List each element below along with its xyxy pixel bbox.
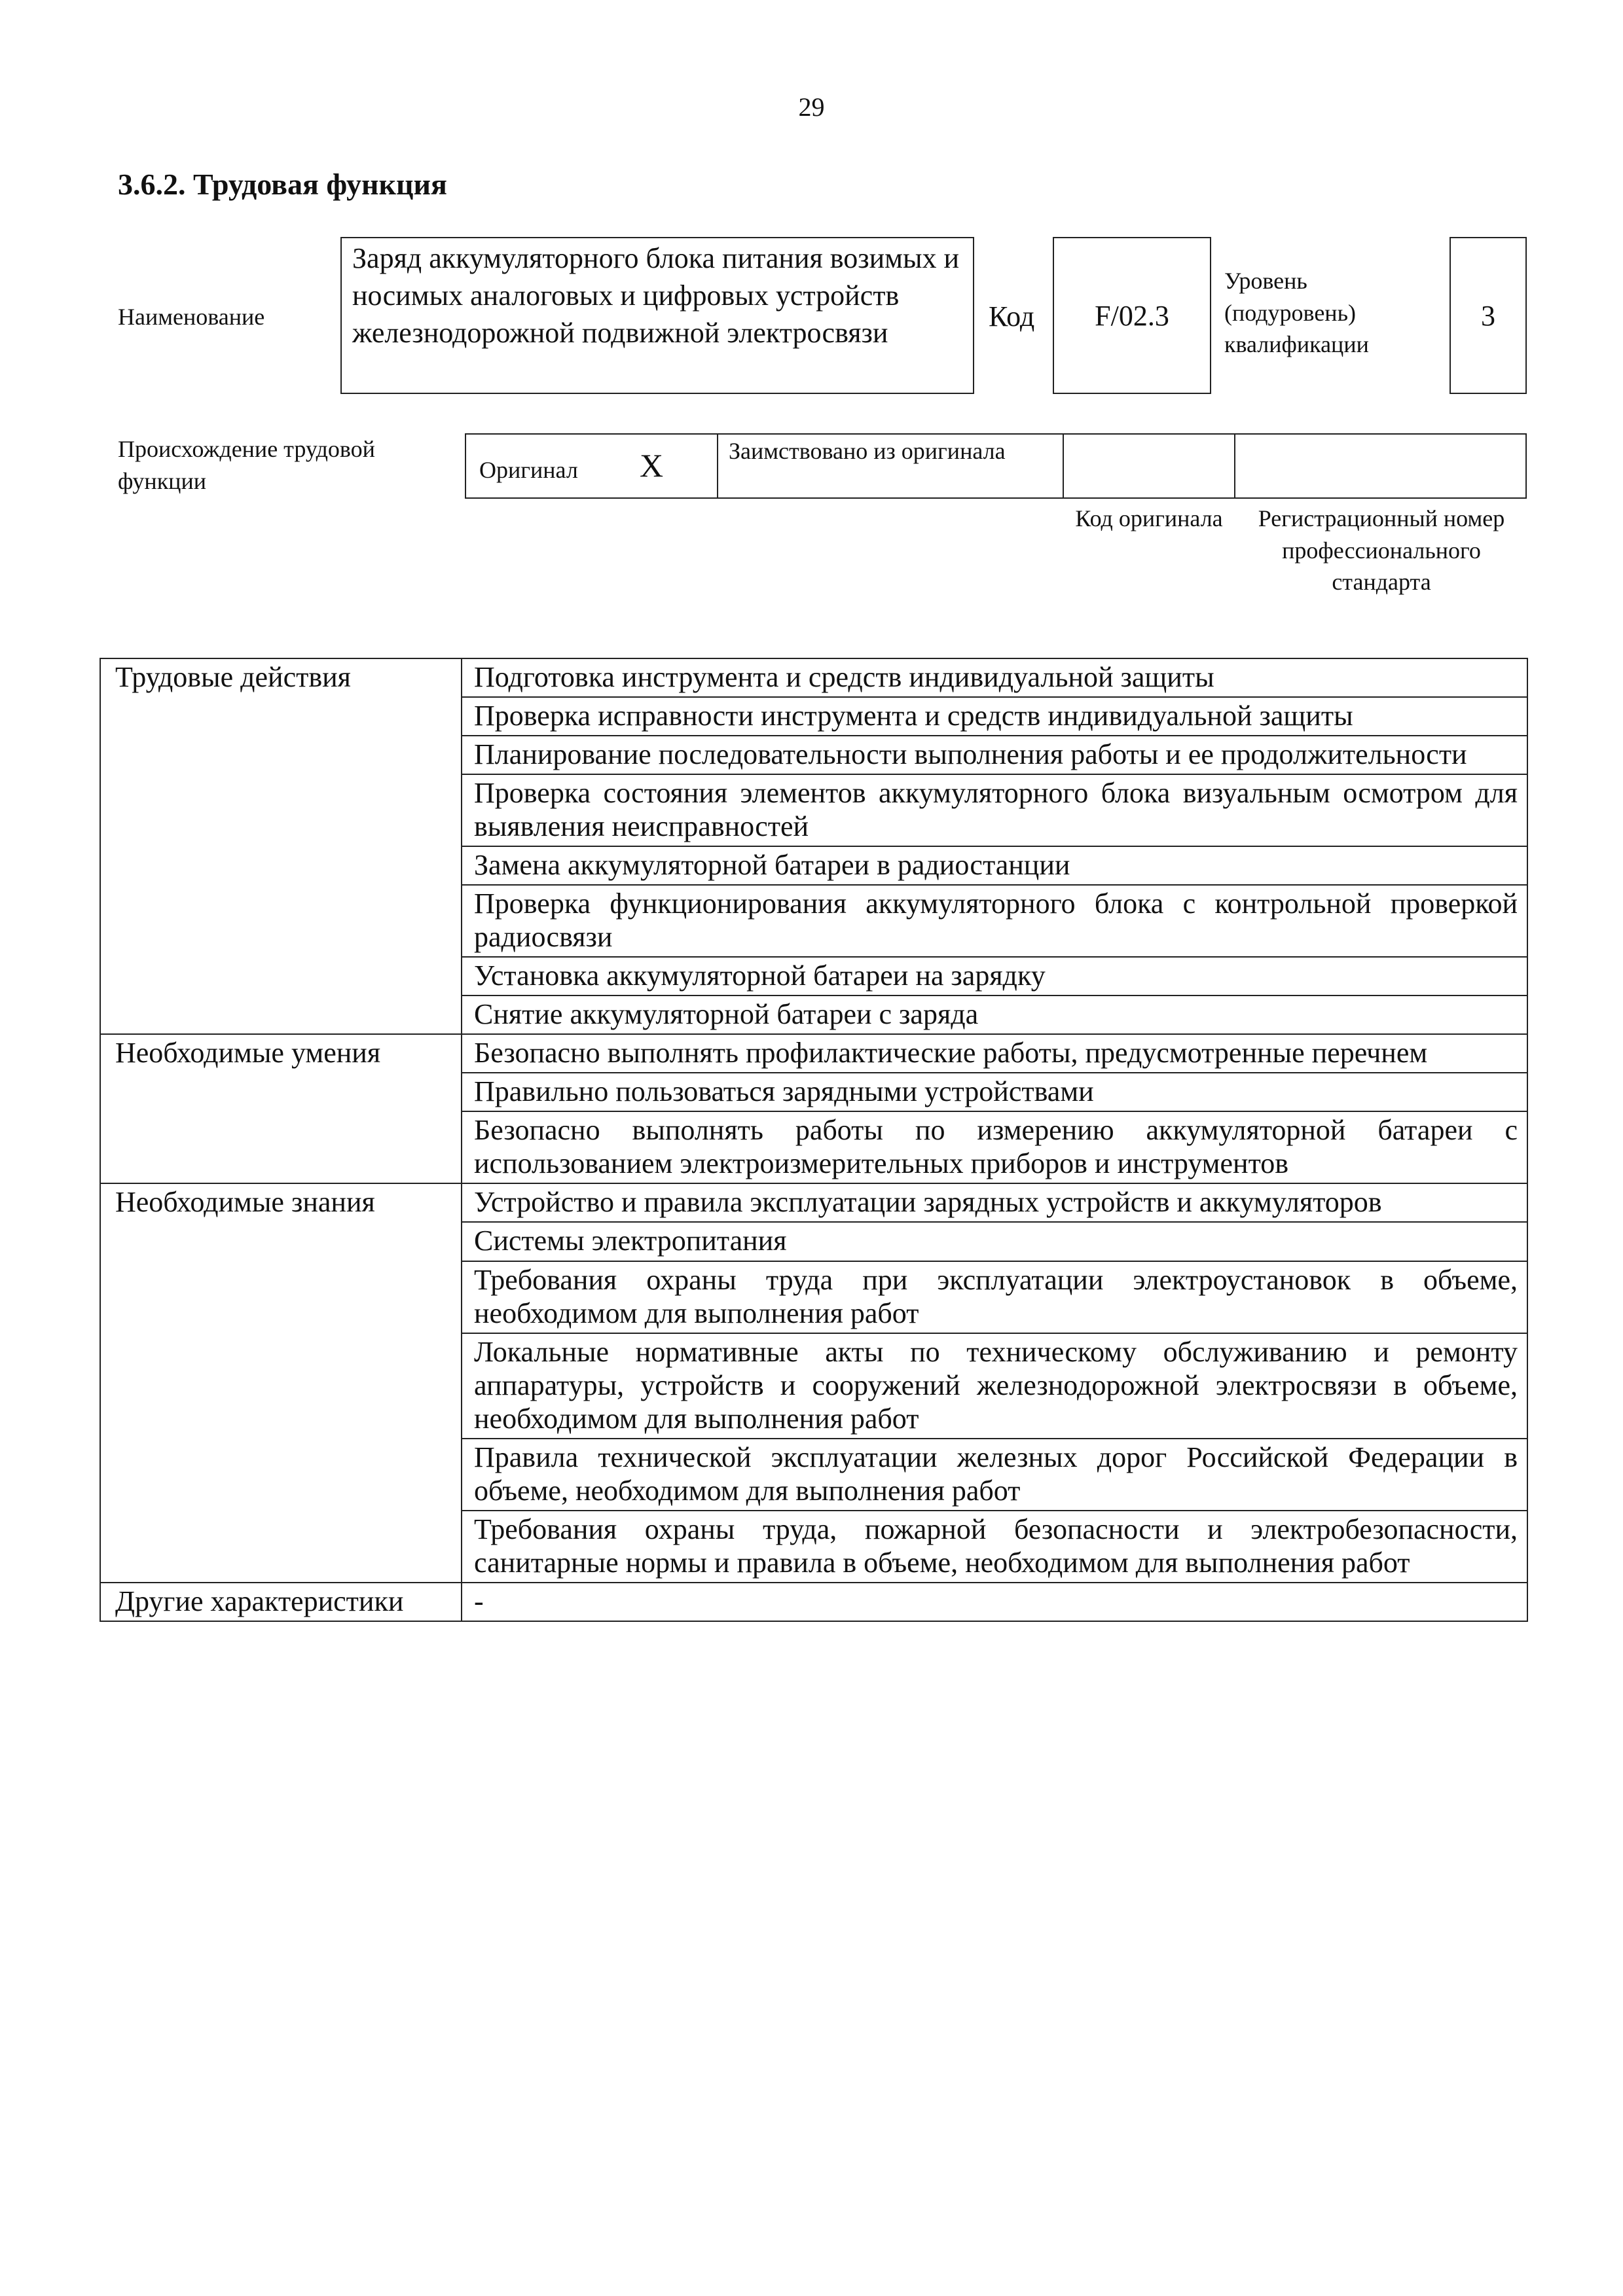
code-caption: Код оригинала: [1075, 505, 1223, 531]
section-item: Планирование последовательности выполнения работы и ее продолжительности: [462, 736, 1527, 774]
section-label: Другие характеристики: [100, 1583, 462, 1621]
section-item: Проверка состояния элементов аккумуляторного блока визуальным осмотром для выявления неисправностей: [462, 774, 1527, 846]
section-item: Требования охраны труда при эксплуатации электроустановок в объеме, необходимом для выполнения работ: [462, 1261, 1527, 1333]
section-item: Проверка функционирования аккумуляторного блока с контрольной проверкой радиосвязи: [462, 885, 1527, 957]
section-item: Снятие аккумуляторной батареи с заряда: [462, 996, 1527, 1034]
page-number: 29: [798, 92, 825, 122]
labor-function-table: [100, 658, 1528, 1622]
section-item: Безопасно выполнять работы по измерению аккумуляторной батареи с использованием электроизмерительных приборов и инструментов: [462, 1111, 1527, 1183]
section-item: Правила технической эксплуатации железных дорог Российской Федерации в объеме, необходимом для выполнения работ: [462, 1439, 1527, 1511]
original-code-cell: [1063, 433, 1235, 499]
section-label: Необходимые знания: [100, 1183, 462, 1582]
reg-number-cell: [1234, 433, 1527, 499]
table-row: [100, 1034, 1527, 1073]
section-title: 3.6.2. Трудовая функция: [118, 168, 447, 201]
origin-label: Происхождение трудовой функции: [118, 436, 375, 494]
section-item: Правильно пользоваться зарядными устройствами: [462, 1073, 1527, 1111]
section-item: -: [462, 1583, 1527, 1621]
section-item: Установка аккумуляторной батареи на зарядку: [462, 957, 1527, 996]
section-item: Замена аккумуляторной батареи в радиостанции: [462, 846, 1527, 885]
section-label: Трудовые действия: [100, 658, 462, 1034]
origin-original-cell: [465, 433, 718, 499]
original-label: Оригинал: [479, 457, 578, 483]
section-item: Требования охраны труда, пожарной безопасности и электробезопасности, санитарные нормы и правила в объеме, необходимом для выполнения работ: [462, 1511, 1527, 1583]
level-label: Уровень (подуровень) квалификации: [1224, 268, 1369, 358]
table-row: [100, 1583, 1527, 1621]
table-row: [100, 1183, 1527, 1222]
name-value: Заряд аккумуляторного блока питания возимых и носимых аналоговых и цифровых устройств железнодорожной подвижной электросвязи: [340, 237, 974, 394]
section-item: Проверка исправности инструмента и средств индивидуальной защиты: [462, 697, 1527, 736]
level-value: 3: [1450, 237, 1527, 394]
original-mark: X: [640, 447, 664, 484]
section-item: Безопасно выполнять профилактические работы, предусмотренные перечнем: [462, 1034, 1527, 1073]
table-row: [100, 658, 1527, 697]
section-item: Подготовка инструмента и средств индивидуальной защиты: [462, 658, 1527, 697]
name-label: Наименование: [118, 304, 265, 330]
section-item: Устройство и правила эксплуатации зарядных устройств и аккумуляторов: [462, 1183, 1527, 1222]
borrowed-label: Заимствовано из оригинала: [717, 433, 1064, 499]
section-label: Необходимые умения: [100, 1034, 462, 1183]
section-item: Локальные нормативные акты по техническому обслуживанию и ремонту аппаратуры, устройств и сооружений железнодорожной электросвязи в объеме, необходимом для выполнения работ: [462, 1333, 1527, 1439]
code-value: F/02.3: [1053, 237, 1211, 394]
reg-caption: Регистрационный номер профессионального стандарта: [1258, 505, 1505, 596]
code-label: Код: [989, 300, 1035, 332]
section-item: Системы электропитания: [462, 1222, 1527, 1261]
